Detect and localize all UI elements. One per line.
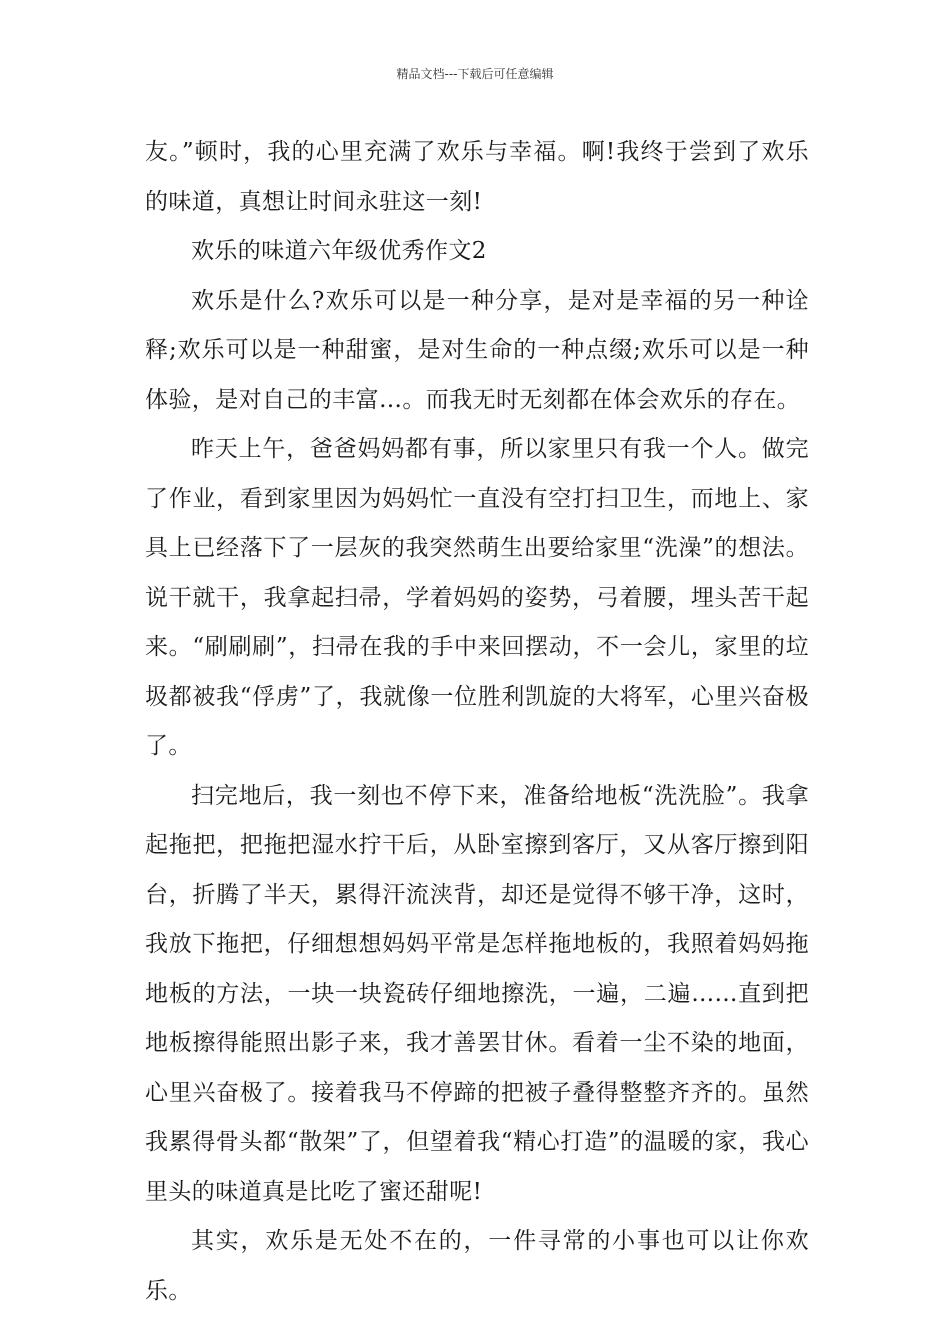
- document-body: [145, 128, 809, 1316]
- paragraph: 其实，欢乐是无处不在的，一件寻常的小事也可以让你欢乐。: [145, 1228, 809, 1304]
- paragraph: 扫完地后，我一刻也不停下来，准备给地板“洗洗脸”。我拿起拖把，把拖把湿水拧干后，从卧室擦到客厅，又从客厅擦到阳台，折腾了半天，累得汗流浃背，却还是觉得不够干净，这时，我放下拖把，仔细想想妈妈平常是怎样拖地板的，我照着妈妈拖地板的方法，一块一块瓷砖仔细地擦洗，一遍，二遍…...直到把地板擦得能照出影子来，我才善罢甘休。看着一尘不染的地面，心里兴奋极了。接着我马不停蹄的把被子叠得整整齐齐的。虽然我累得骨头都“散架”了，但望着我“精心打造”的温暖的家，我心里头的味道真是比吃了蜜还甜呢!: [145, 782, 809, 1205]
- paragraph: 欢乐是什么?欢乐可以是一种分享，是对是幸福的另一种诠释;欢乐可以是一种甜蜜，是对生命的一种点缀;欢乐可以是一种体验，是对自己的丰富…。而我无时无刻都在体会欢乐的存在。: [145, 287, 809, 413]
- paragraph: 昨天上午，爸爸妈妈都有事，所以家里只有我一个人。做完了作业，看到家里因为妈妈忙一直没有空打扫卫生，而地上、家具上已经落下了一层灰的我突然萌生出要给家里“洗澡”的想法。说干就干，我拿起扫帚，学着妈妈的姿势，弓着腰，埋头苦干起来。“刷刷刷”，扫帚在我的手中来回摆动，不一会儿，家里的垃圾都被我“俘虏”了，我就像一位胜利凯旋的大将军，心里兴奋极了。: [145, 436, 809, 759]
- page-header: 精品文档---下载后可任意编辑: [396, 67, 554, 81]
- paragraph-continuation: 友。”顿时，我的心里充满了欢乐与幸福。啊!我终于尝到了欢乐的味道，真想让时间永驻这一刻!: [145, 139, 809, 215]
- section-title: 欢乐的味道六年级优秀作文2: [191, 238, 487, 264]
